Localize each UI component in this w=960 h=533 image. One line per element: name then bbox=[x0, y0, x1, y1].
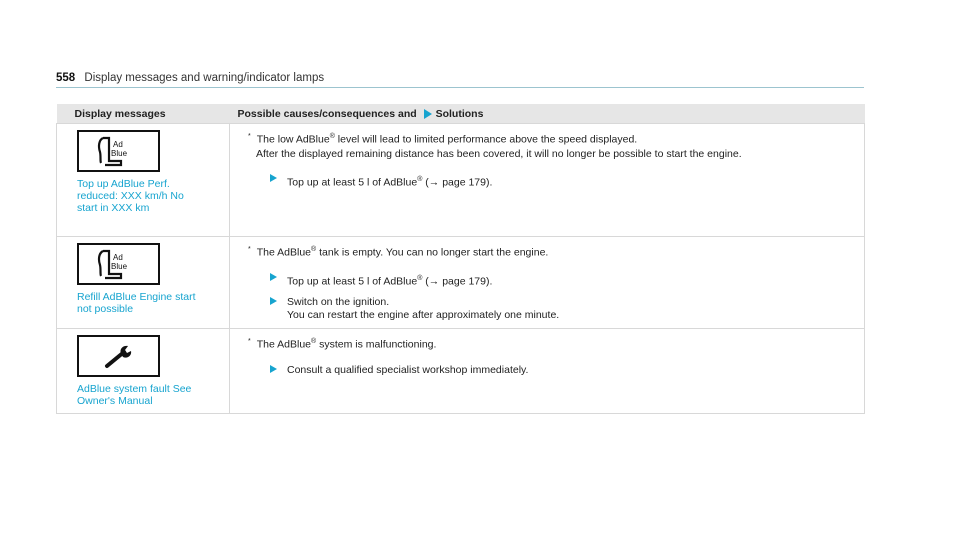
solution-step: Consult a qualified specialist workshop immediately. bbox=[248, 364, 864, 377]
adblue-icon bbox=[77, 130, 160, 172]
cause-note: * The AdBlue® system is malfunctioning. bbox=[248, 338, 437, 351]
column-header-causes-solutions bbox=[230, 104, 865, 124]
adblue-icon-text-ad: Ad bbox=[112, 140, 123, 149]
wrench-icon bbox=[77, 335, 160, 377]
display-message-text: Top up AdBlue Perf. reduced: XXX km/h No start in XXX km bbox=[77, 178, 184, 214]
solution-cell bbox=[230, 329, 865, 414]
display-message-text: AdBlue system fault See Owner's Manual bbox=[77, 383, 192, 407]
solution-step: Top up at least 5 l of AdBlue® (→ page 179). bbox=[248, 173, 864, 190]
cause-note: * The low AdBlue® level will lead to limited performance above the speed displayed. bbox=[248, 133, 638, 146]
solution-step: Top up at least 5 l of AdBlue® (→ page 179). bbox=[248, 272, 864, 289]
solution-step: Switch on the ignition. You can restart the engine after approximately one minute. bbox=[248, 296, 864, 322]
page-header bbox=[56, 72, 864, 88]
adblue-icon-text-ad: Ad bbox=[112, 253, 123, 262]
adblue-icon-text-blue: Blue bbox=[110, 149, 127, 158]
cause-note-continued: After the displayed remaining distance has been covered, it will no longer be possible to start the engine. bbox=[256, 147, 742, 160]
solution-cell bbox=[230, 237, 865, 329]
step-arrow-icon bbox=[270, 365, 277, 373]
column-header-causes: Possible causes/consequences and bbox=[237, 107, 417, 120]
message-cell bbox=[57, 329, 230, 414]
page-number: 558 bbox=[56, 72, 76, 84]
adblue-icon-text-blue: Blue bbox=[110, 262, 127, 271]
page-section-title: Display messages and warning/indicator lamps bbox=[84, 72, 325, 84]
table-row bbox=[57, 237, 865, 329]
display-messages-table bbox=[56, 104, 865, 414]
column-header-solutions: Solutions bbox=[435, 107, 484, 120]
step-arrow-icon bbox=[270, 273, 277, 281]
step-arrow-icon bbox=[270, 297, 277, 305]
cause-note: * The AdBlue® tank is empty. You can no longer start the engine. bbox=[248, 246, 549, 259]
solution-cell bbox=[230, 124, 865, 237]
step-arrow-icon bbox=[270, 174, 277, 182]
column-header-display-messages: Display messages bbox=[57, 104, 230, 124]
table-row bbox=[57, 329, 865, 414]
message-cell bbox=[57, 124, 230, 237]
display-message-text: Refill AdBlue Engine start not possible bbox=[77, 291, 196, 315]
adblue-icon bbox=[77, 243, 160, 285]
solutions-arrow-icon bbox=[424, 109, 432, 119]
message-cell bbox=[57, 237, 230, 329]
table-row bbox=[57, 124, 865, 237]
table-header-row bbox=[57, 104, 865, 124]
